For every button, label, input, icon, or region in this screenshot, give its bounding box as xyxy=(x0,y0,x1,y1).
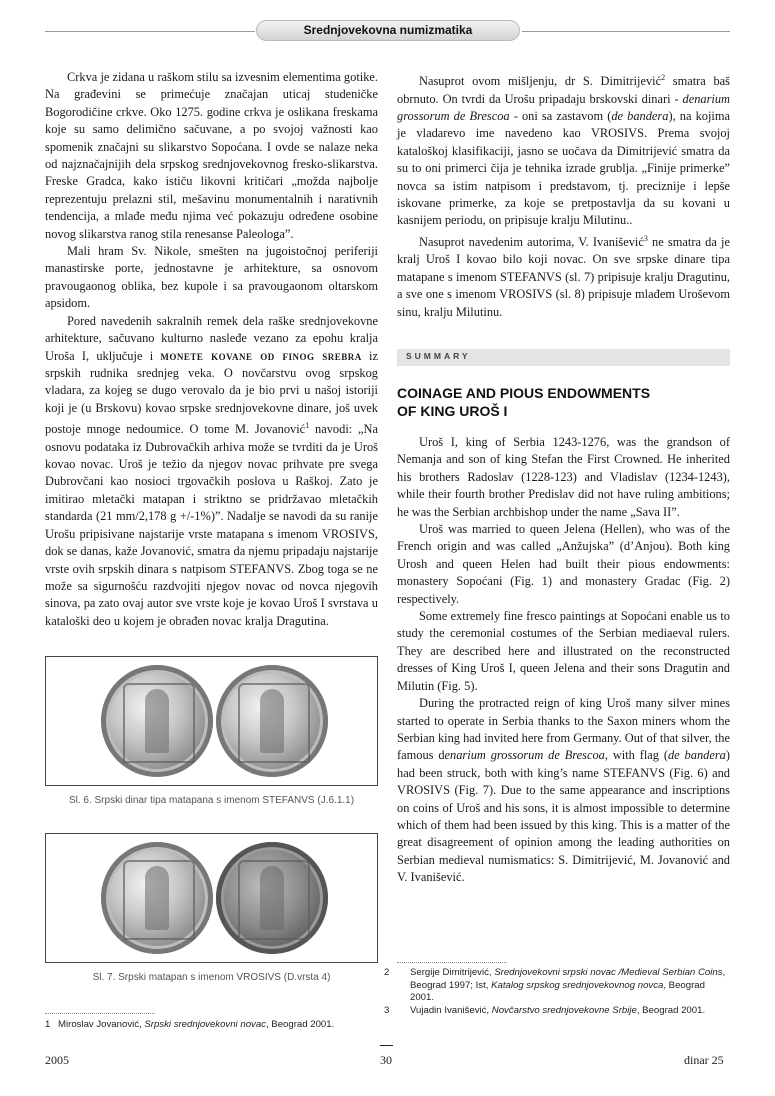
header-rule-left xyxy=(45,31,255,32)
footnote-ref[interactable]: 2 xyxy=(661,73,666,82)
left-column xyxy=(45,69,378,630)
coin-obverse-image xyxy=(101,842,213,954)
summary-title: COINAGE AND PIOUS ENDOWMENTS OF KING UROŠ I xyxy=(397,385,651,419)
coin-obverse-image xyxy=(101,665,213,777)
footnote-2: 2 Sergije Dimitrijević, Srednjovekovni srpski novac /Medieval Serbian Coins, Beograd 1997; Ist, Katalog srpskog srednjovekovnog novca, Beograd 2001. xyxy=(384,967,726,1003)
footnote-ref[interactable]: 1 xyxy=(305,421,310,431)
footer-year: 2005 xyxy=(45,1053,69,1067)
paragraph: Crkva je zidana u raškom stilu sa izvesnim elementima gotike. Na građevini se primećuje značajan uticaj studeničke Bogorodičine crkve. Oko 1275. godine crkva je oslikana freskama koje su samo delimično sačuvane, a po svojoj važnosti kao spomenik značajni su slikarstvo Sopoćana. I ovde se nalaze neka od najznačajnijih dela srpskog srednjovekovnog fresko-slikarstva. Freske Gradca, kako ističu likovni kritičari „možda najbolje reprezentuju prelazni stil, mešavinu monumentalnih i narativnih tendencija, a mlađe među njima već pokazuju određene osobine novog slikarstva ranog stila renesanse Paleologa”. xyxy=(45,70,378,241)
page-number-mark xyxy=(380,1045,393,1046)
paragraph: Nasuprot navedenim autorima, V. Ivanišević$^3$ ne smatra da je kralj Uroš I kovao bilo koji novac. On sve srpske dinare tipa matapane s imenom STEFANVS (sl. 7) pripisuje kralju Dragutinu, a sve one s imenom VROSIVS (sl. 8) pripisuje mlađem Uroševom sinu, kralju Milutinu. xyxy=(397,233,730,319)
right-column xyxy=(397,69,730,321)
page-number: 30 xyxy=(380,1053,392,1067)
paragraph: Uroš I, king of Serbia 1243-1276, was the grandson of Nemanja and son of king Stefan the First Crowned. He inherited his brothers Radoslav (1228-123) and Vladislav (1234-1243), while their fourth brother Predislav did not have ruling ambitions; he was the Serbian archbishop under the name „Sava II”. xyxy=(397,435,730,519)
coin-reverse-image xyxy=(216,665,328,777)
paragraph: Uroš was married to queen Jelena (Hellen), who was of the French origin and was called „Anžujska” (d’Anjou). Both king Urosh and queen Helen had built their pious endowments: monastery Sopoćani (Fig. 1) and monastery Gradac (Fig. 2) respectively. xyxy=(397,522,730,606)
footnote-rule xyxy=(45,1013,155,1014)
footnote-1: 1 Miroslav Jovanović, Srpski srednjovekovni novac, Beograd 2001. xyxy=(45,1019,335,1030)
summary-label: SUMMARY xyxy=(406,351,471,361)
running-header: Srednjovekovna numizmatika xyxy=(256,20,520,41)
summary-label-bar xyxy=(397,349,730,366)
paragraph: Some extremely fine fresco paintings at Sopoćani enable us to study the ceremonial costumes of the Serbian mediaeval rulers. They are described here and illustrated on the reconstructed dresses of King Uroš I, queen Jelena and their sons Dragutin and Milutin (Fig. 5). xyxy=(397,609,730,693)
footnote-3: 3 Vujadin Ivanišević, Novčarstvo srednjovekovne Srbije, Beograd 2001. xyxy=(384,1005,706,1016)
coin-reverse-image xyxy=(216,842,328,954)
footnote-ref[interactable]: 3 xyxy=(643,233,648,243)
footer-issue: dinar 25 xyxy=(684,1053,724,1067)
figure-7-caption: Sl. 7. Srpski matapan s imenom VROSIVS (D.vrsta 4) xyxy=(92,972,331,983)
paragraph: Nasuprot ovom mišljenju, dr S. Dimitrijević$^2$ smatra baš obrnuto. On tvrdi da Urošu pripadaju brskovski dinari - denarium grossorum de Brescoa - oni sa zastavom (de bandera), na kojima je vladarevo ime navedeno kao VROSIVS. Prema svojoj kataloškoj klasifikaciji, jasno se uočava da Dimitrijević smatra da su to oni primerci čija je tehnika izrade grublja. „Finije primerke” novca sa istim natpisom i predstavom, tj. preciznije i lepše iskovane primerke, za koje se pretpostavlja da su kovani u kasnijem periodu, on pripisuje kralju Milutinu.. xyxy=(397,73,730,228)
paragraph: Pored navedenih sakralnih remek dela raške srednjovekovne arhitekture, sačuvano kulturno nasleđe vezano za epohu kralja Uroša I, uključuje i monete kovane od finog srebra iz srpskih rudnika srednjeg veka. O novčarstvu ovog srpskog vladara, za kojeg se dugo verovalo da je bio prvi u našoj istoriji koji je (u Brskovu) kovao srpske srednjovekovne dinare, još uvek postoje mnoge nedoumice. O tome M. Jovanović$^1$ navodi: „Na osnovu podataka iz Dubrovačkih arhiva može se tvrditi da je Uroš kovao novac. Uroš je težio da njegov novac prihvate pre svega Dubrovčani kao nosioci trgovačkih poslova u Raškoj. Zato je imitirao mletački matapan i striktno se pridržavao mletačkih standarda (21 mm/2,178 g +/-1%)”. Nadalje se navodi da su ranije Urošu pripisivane najstarije vrste matapana s imenom VROSIVS, dok se danas, kaže Jovanović, smatra da njemu pripadaju najstarije vrste ovih srpskih dinara s natpisom STEFANVS. Zbog toga se ne može sa sigurnošću razdvojiti njegov novac od novca njegovih sinova, pa zato ovaj autor sve vrste koje je kovao Uroš I svrstava u kataloški deo u kojem je obrađen novac kralja Dragutina. xyxy=(45,313,379,628)
paragraph: During the protracted reign of king Uroš many silver mines started to operate in Serbia thanks to the Saxon miners whom the Serbian king had invited here from Germany. Out of that silver, the famous denarium grossorum de Brescoa, with flag (de bandera) had been struck, both with king’s name STEFANVS (Fig. 6) and VROSIVS (Fig. 7). Due to the same appearance and inscriptions on coins of Uroš and his sons, it is almost impossible to determine which of them had been issued by this king. This is a matter of the great disagreement of opinion among the leading authorities on Serbian medieval numismatics: S. Dimitrijević, M. Jovanović and V. Ivanišević. xyxy=(397,696,730,885)
figure-6-caption: Sl. 6. Srpski dinar tipa matapana s imenom STEFANVS (J.6.1.1) xyxy=(68,795,355,806)
small-caps-phrase: monete kovane od finog srebra xyxy=(160,348,362,363)
summary-body xyxy=(397,434,730,887)
paragraph: Mali hram Sv. Nikole, smešten na jugoistočnoj periferiji manastirske porte, jednostavne je arhitekture, sa osnovom pravougaonog oblika, bez kupole i sa pravougaonom oltarskom apsidom. xyxy=(45,244,378,311)
figure-7-coin-photo xyxy=(45,833,378,963)
figure-6-coin-photo xyxy=(45,656,378,786)
footnote-rule xyxy=(397,962,507,963)
header-rule-right xyxy=(522,31,730,32)
